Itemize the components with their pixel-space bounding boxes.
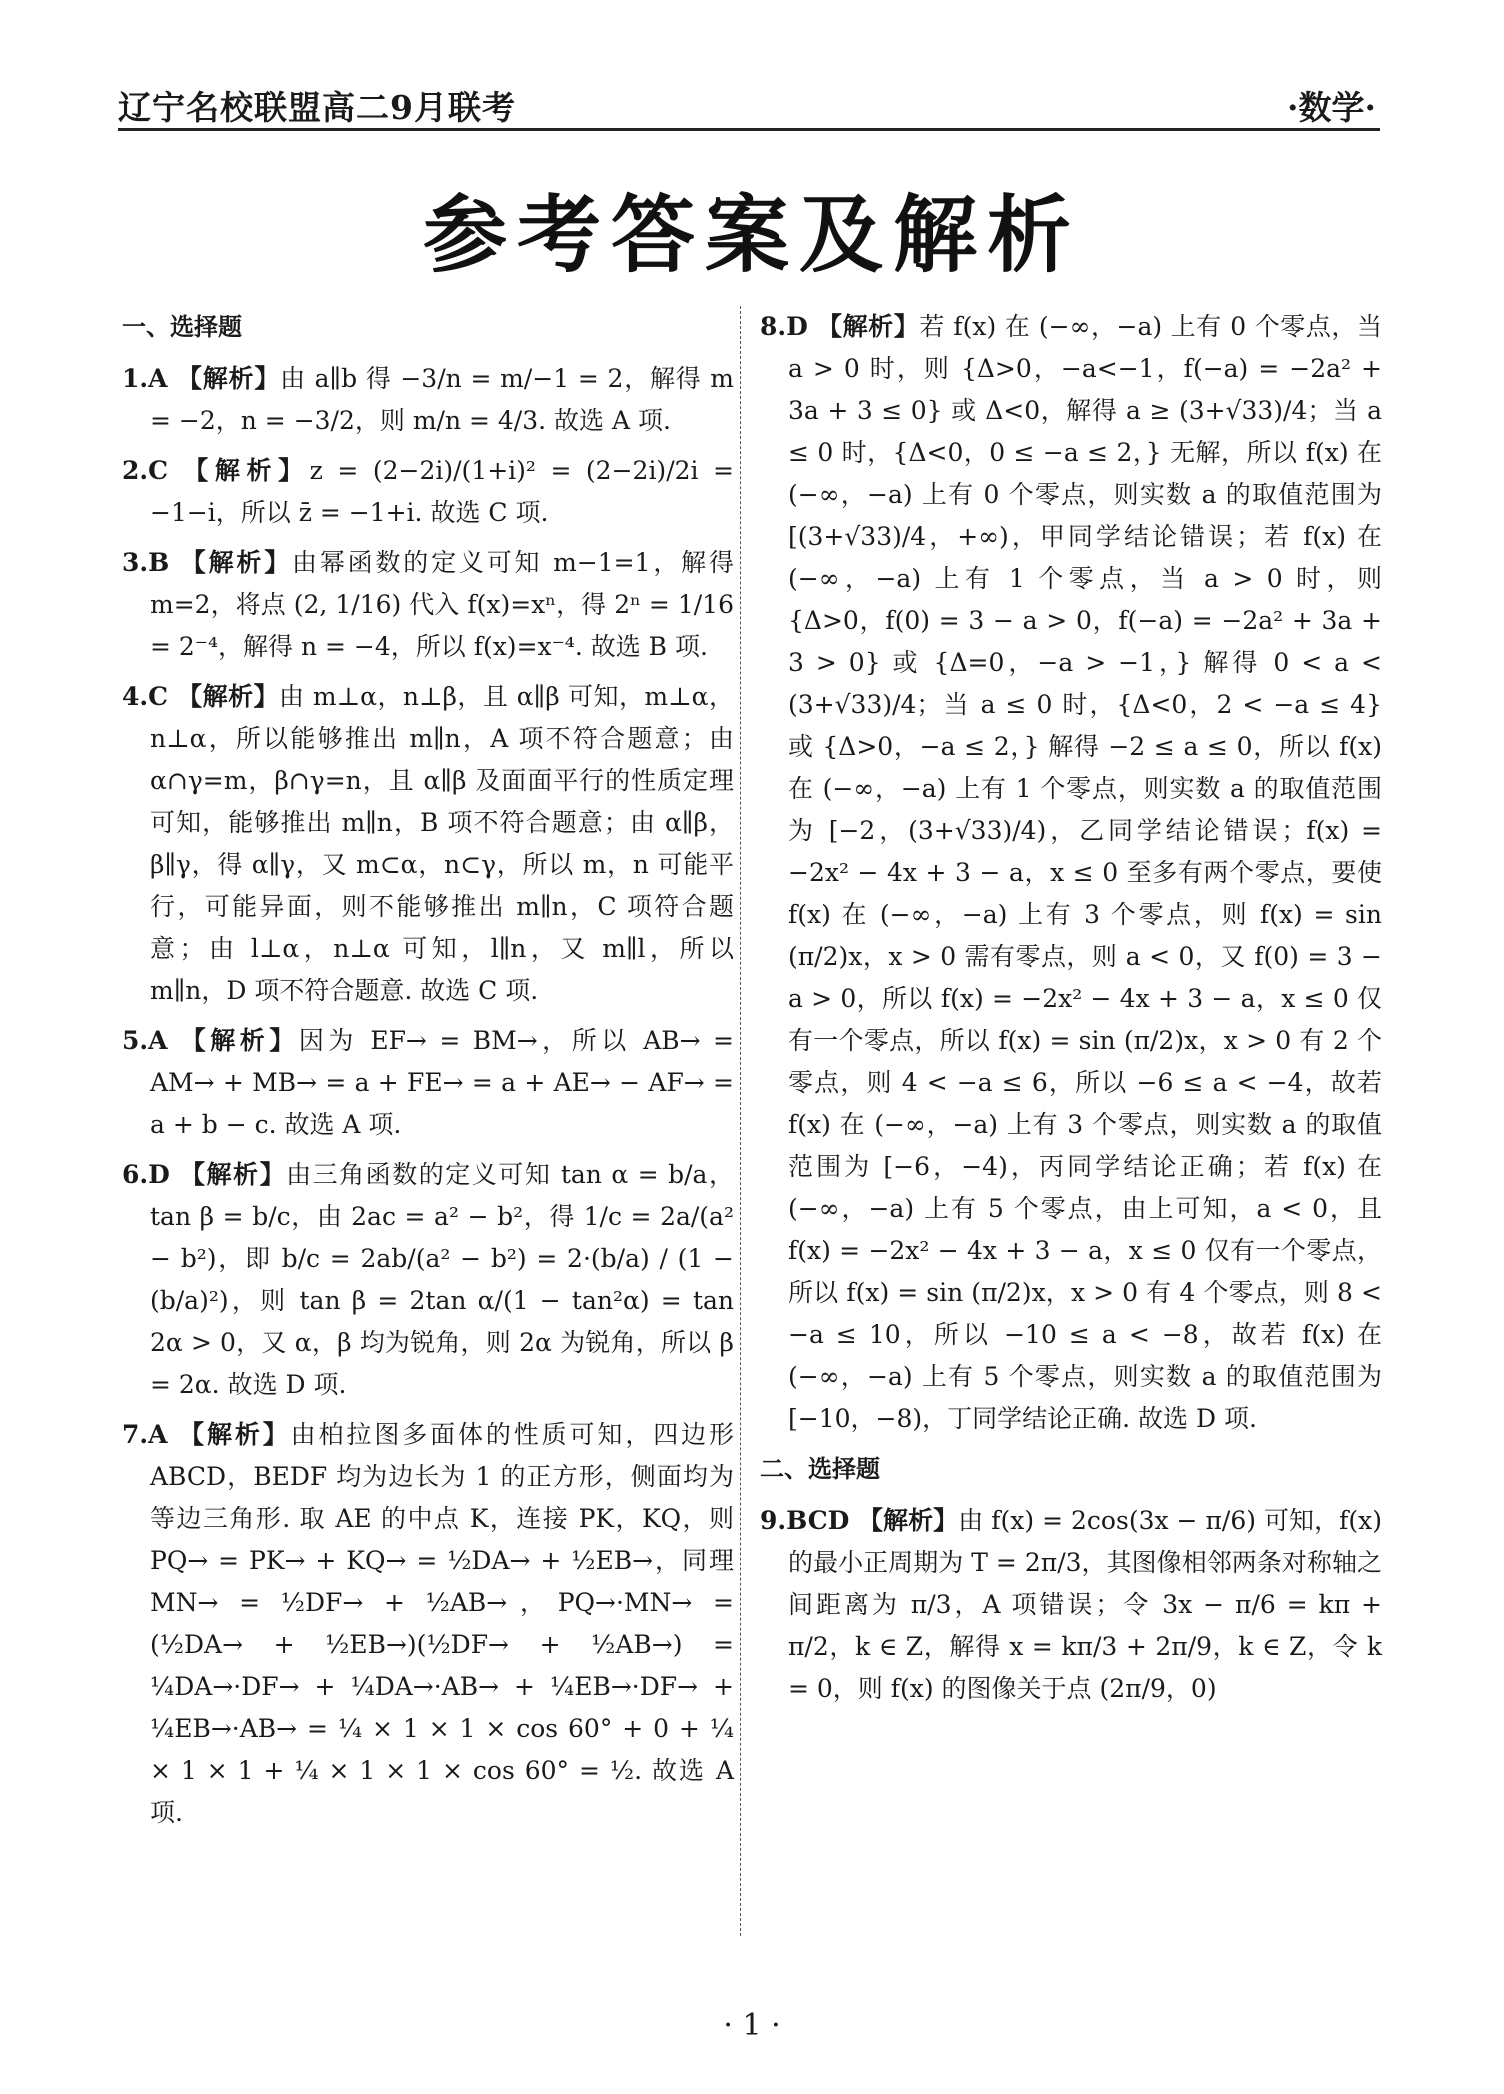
answer-item-2 [122, 450, 734, 534]
page-number: · 1 · [723, 2008, 781, 2043]
answer-lead: 2.C 【解析】 [122, 456, 310, 485]
answer-text: 由 a∥b 得 −3/n = m/−1 = 2，解得 m = −2，n = −3/2，则 m/n = 4/3. 故选 A 项. [150, 364, 734, 435]
answer-lead: 7.A 【解析】 [122, 1420, 291, 1449]
answer-lead: 6.D 【解析】 [122, 1160, 287, 1189]
answer-item-4 [122, 676, 734, 1012]
answer-item-1 [122, 358, 734, 442]
answer-text: 由 m⊥α，n⊥β，且 α∥β 可知，m⊥α，n⊥α，所以能够推出 m∥n，A 项不符合题意；由 α∩γ=m，β∩γ=n，且 α∥β 及面面平行的性质定理可知，能够推出 m∥n，B 项不符合题意；由 α∥β，β∥γ，得 α∥γ，又 m⊂α，n⊂γ，所以 m，n 可能平行，可能异面，则不能够推出 m∥n，C 项符合题意；由 l⊥α，n⊥α 可知，l∥n，又 m∥l，所以 m∥n，D 项不符合题意. 故选 C 项. [150, 682, 734, 1005]
answer-text: 由 f(x) = 2cos(3x − π/6) 可知，f(x) 的最小正周期为 T = 2π/3，其图像相邻两条对称轴之间距离为 π/3，A 项错误；令 3x − π/6 = kπ + π/2，k ∈ Z，解得 x = kπ/3 + 2π/9，k ∈ Z，令 k = 0，则 f(x) 的图像关于点 (2π/9，0) [788, 1506, 1382, 1703]
answer-lead: 8.D 【解析】 [760, 312, 920, 341]
subject-label: ·数学· [1287, 88, 1376, 127]
answer-item-7 [122, 1414, 734, 1834]
answer-text: 若 f(x) 在 (−∞，−a) 上有 0 个零点，当 a > 0 时，则 {Δ>0，−a<−1，f(−a) = −2a² + 3a + 3 ≤ 0} 或 Δ<0，解得 a ≥ (3+√33)/4；当 a ≤ 0 时，{Δ<0，0 ≤ −a ≤ 2，} 无解，所以 f(x) 在 (−∞，−a) 上有 0 个零点，则实数 a 的取值范围为 [(3+√33)/4，+∞)，甲同学结论错误；若 f(x) 在 (−∞，−a) 上有 1 个零点，当 a > 0 时，则 {Δ>0，f(0) = 3 − a > 0，f(−a) = −2a² + 3a + 3 > 0} 或 {Δ=0，−a > −1，} 解得 0 < a < (3+√33)/4；当 a ≤ 0 时，{Δ<0，2 < −a ≤ 4} 或 {Δ>0，−a ≤ 2，} 解得 −2 ≤ a ≤ 0，所以 f(x) 在 (−∞，−a) 上有 1 个零点，则实数 a 的取值范围为 [−2，(3+√33)/4)，乙同学结论错误；f(x) = −2x² − 4x + 3 − a，x ≤ 0 至多有两个零点，要使 f(x) 在 (−∞，−a) 上有 3 个零点，则 f(x) = sin (π/2)x，x > 0 需有零点，则 a < 0，又 f(0) = 3 − a > 0，所以 f(x) = −2x² − 4x + 3 − a，x ≤ 0 仅有一个零点，所以 f(x) = sin (π/2)x，x > 0 有 2 个零点，则 4 < −a ≤ 6，所以 −6 ≤ a < −4，故若 f(x) 在 (−∞，−a) 上有 3 个零点，则实数 a 的取值范围为 [−6，−4)，丙同学结论正确；若 f(x) 在 (−∞，−a) 上有 5 个零点，由上可知，a < 0，且 f(x) = −2x² − 4x + 3 − a，x ≤ 0 仅有一个零点，所以 f(x) = sin (π/2)x，x > 0 有 4 个零点，则 8 < −a ≤ 10，所以 −10 ≤ a < −8，故若 f(x) 在 (−∞，−a) 上有 5 个零点，则实数 a 的取值范围为 [−10，−8)，丁同学结论正确. 故选 D 项. [788, 312, 1383, 1433]
answer-lead: 9.BCD 【解析】 [760, 1506, 959, 1535]
answer-lead: 5.A 【解析】 [122, 1026, 299, 1055]
page-title: 参考答案及解析 [422, 186, 1081, 284]
answer-item-8 [760, 306, 1382, 1440]
page-header [118, 78, 1380, 131]
answer-text: 由三角函数的定义可知 tan α = b/a，tan β = b/c，由 2ac = a² − b²，得 1/c = 2a/(a² − b²)，即 b/c = 2ab/(a² − b²) = 2·(b/a) / (1 − (b/a)²)，则 tan β = 2tan α/(1 − tan²α) = tan 2α > 0，又 α，β 均为锐角，则 2α 为锐角，所以 β = 2α. 故选 D 项. [150, 1160, 734, 1399]
column-divider [740, 306, 741, 1936]
section-heading-multi-choice: 二、选择题 [760, 1455, 880, 1483]
answer-text: z = (2−2i)/(1+i)² = (2−2i)/2i = −1−i，所以 z̄ = −1+i. 故选 C 项. [150, 456, 734, 527]
answer-text: 由幂函数的定义可知 m−1=1，解得 m=2，将点 (2, 1/16) 代入 f(x)=xⁿ，得 2ⁿ = 1/16 = 2⁻⁴，解得 n = −4，所以 f(x)=x⁻⁴. 故选 B 项. [150, 548, 734, 661]
answer-item-3 [122, 542, 734, 668]
answer-text: 因为 EF→ = BM→，所以 AB→ = AM→ + MB→ = a + FE→ = a + AE→ − AF→ = a + b − c. 故选 A 项. [150, 1026, 734, 1139]
answer-text: 由柏拉图多面体的性质可知，四边形 ABCD，BEDF 均为边长为 1 的正方形，侧面均为等边三角形. 取 AE 的中点 K，连接 PK，KQ，则 PQ→ = PK→ + KQ→ = ½DA→ + ½EB→，同理 MN→ = ½DF→ + ½AB→，PQ→·MN→ = (½DA→ + ½EB→)(½DF→ + ½AB→) = ¼DA→·DF→ + ¼DA→·AB→ + ¼EB→·DF→ + ¼EB→·AB→ = ¼ × 1 × 1 × cos 60° + 0 + ¼ × 1 × 1 + ¼ × 1 × 1 × cos 60° = ½. 故选 A 项. [150, 1420, 734, 1827]
right-column [760, 306, 1382, 1718]
section-heading-choice: 一、选择题 [122, 313, 242, 341]
answer-item-9 [760, 1500, 1382, 1710]
left-column [122, 306, 734, 1842]
answer-item-5 [122, 1020, 734, 1146]
answer-lead: 4.C 【解析】 [122, 682, 280, 711]
answer-lead: 3.B 【解析】 [122, 548, 293, 577]
exam-title: 辽宁名校联盟高二9月联考 [118, 88, 516, 127]
answer-lead: 1.A 【解析】 [122, 364, 281, 393]
answer-item-6 [122, 1154, 734, 1406]
